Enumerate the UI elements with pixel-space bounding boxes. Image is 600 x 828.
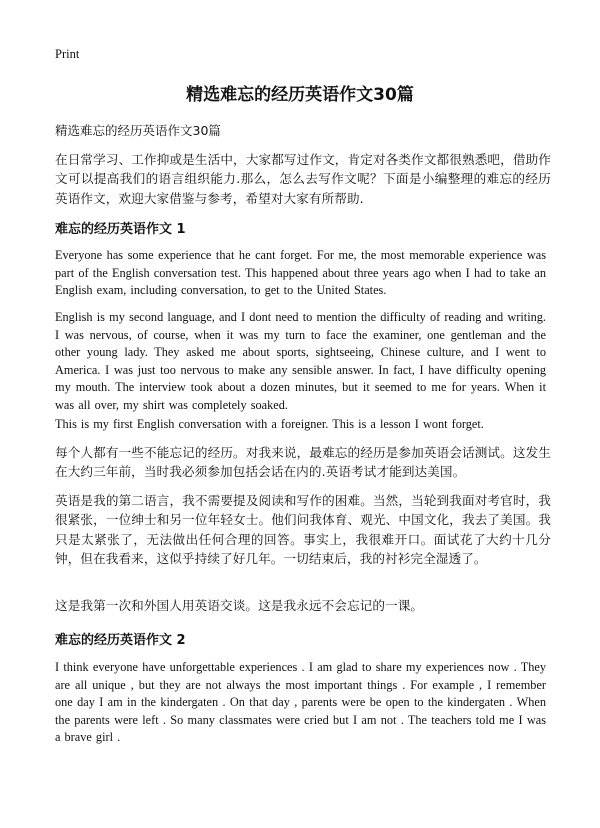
essay-1-cn-paragraph-3: 这是我第一次和外国人用英语交谈。这是我永远不会忘记的一课。 [55,598,424,613]
essay-1-cn-paragraph-1: 每个人都有一些不能忘记的经历。对我来说，最难忘的经历是参加英语会话测试。这发生在大约三年前，当时我必须参加包括会话在内的.英语考试才能到达美国。 [55,445,551,480]
page-subtitle: 精选难忘的经历英语作文30篇 [55,123,221,138]
page-title: 精选难忘的经历英语作文30篇 [186,85,414,105]
print-label: Print [55,47,80,61]
essay-1-cn-paragraph-2: 英语是我的第二语言，我不需要提及阅读和写作的困难。当然，当轮到我面对考官时，我很紧张，一位绅士和另一位年轻女士。他们问我体育、观光、中国文化，我去了美国。我只是太紧张了，无法做出任何合理的回答。事实上，我很难开口。面试花了大约十几分钟，但在我看来，这似乎持续了好几年。一切结束后，我的衬衫完全湿透了。 [55,493,551,566]
essay-1-heading: 难忘的经历英语作文 1 [55,222,186,237]
essay-1-en-paragraph-3: This is my first English conversation with a foreigner. This is a lesson I wont forget. [55,417,484,431]
essay-1-en-paragraph-2: English is my second language, and I dont need to mention the difficulty of reading and writing. I was nervous, of course, when it was my turn to face the examiner, one gentleman and the other young lady. They asked me about sports, sightseeing, Chinese culture, and I went to America. I was just too nervous to make any sensible answer. In fact, I have difficulty opening my mouth. The interview took about a dozen minutes, but it seemed to me for years. When it was all over, my shirt was completely soaked. [55,310,546,412]
intro-paragraph: 在日常学习、工作抑或是生活中，大家都写过作文，肯定对各类作文都很熟悉吧，借助作文可以提高我们的语言组织能力.那么，怎么去写作文呢？下面是小编整理的难忘的经历英语作文，欢迎大家借鉴与参考，希望对大家有所帮助. [55,152,551,206]
essay-2-en-paragraph-1: I think everyone have unforgettable experiences . I am glad to share my experiences now . They are all unique , but they are not always the most important things . For example , I remember one day I am in the kindergaten . On that day , parents were be open to the kindergaten . When the parents were left . So many classmates were cried but I am not . The teachers told me I was a brave girl . [55,660,546,744]
essay-2-heading: 难忘的经历英语作文 2 [55,633,186,648]
essay-1-en-paragraph-1: Everyone has some experience that he cant forget. For me, the most memorable experience was part of the English conversation test. This happened about three years ago when I had to take an English exam, including conversation, to get to the United States. [55,248,546,297]
